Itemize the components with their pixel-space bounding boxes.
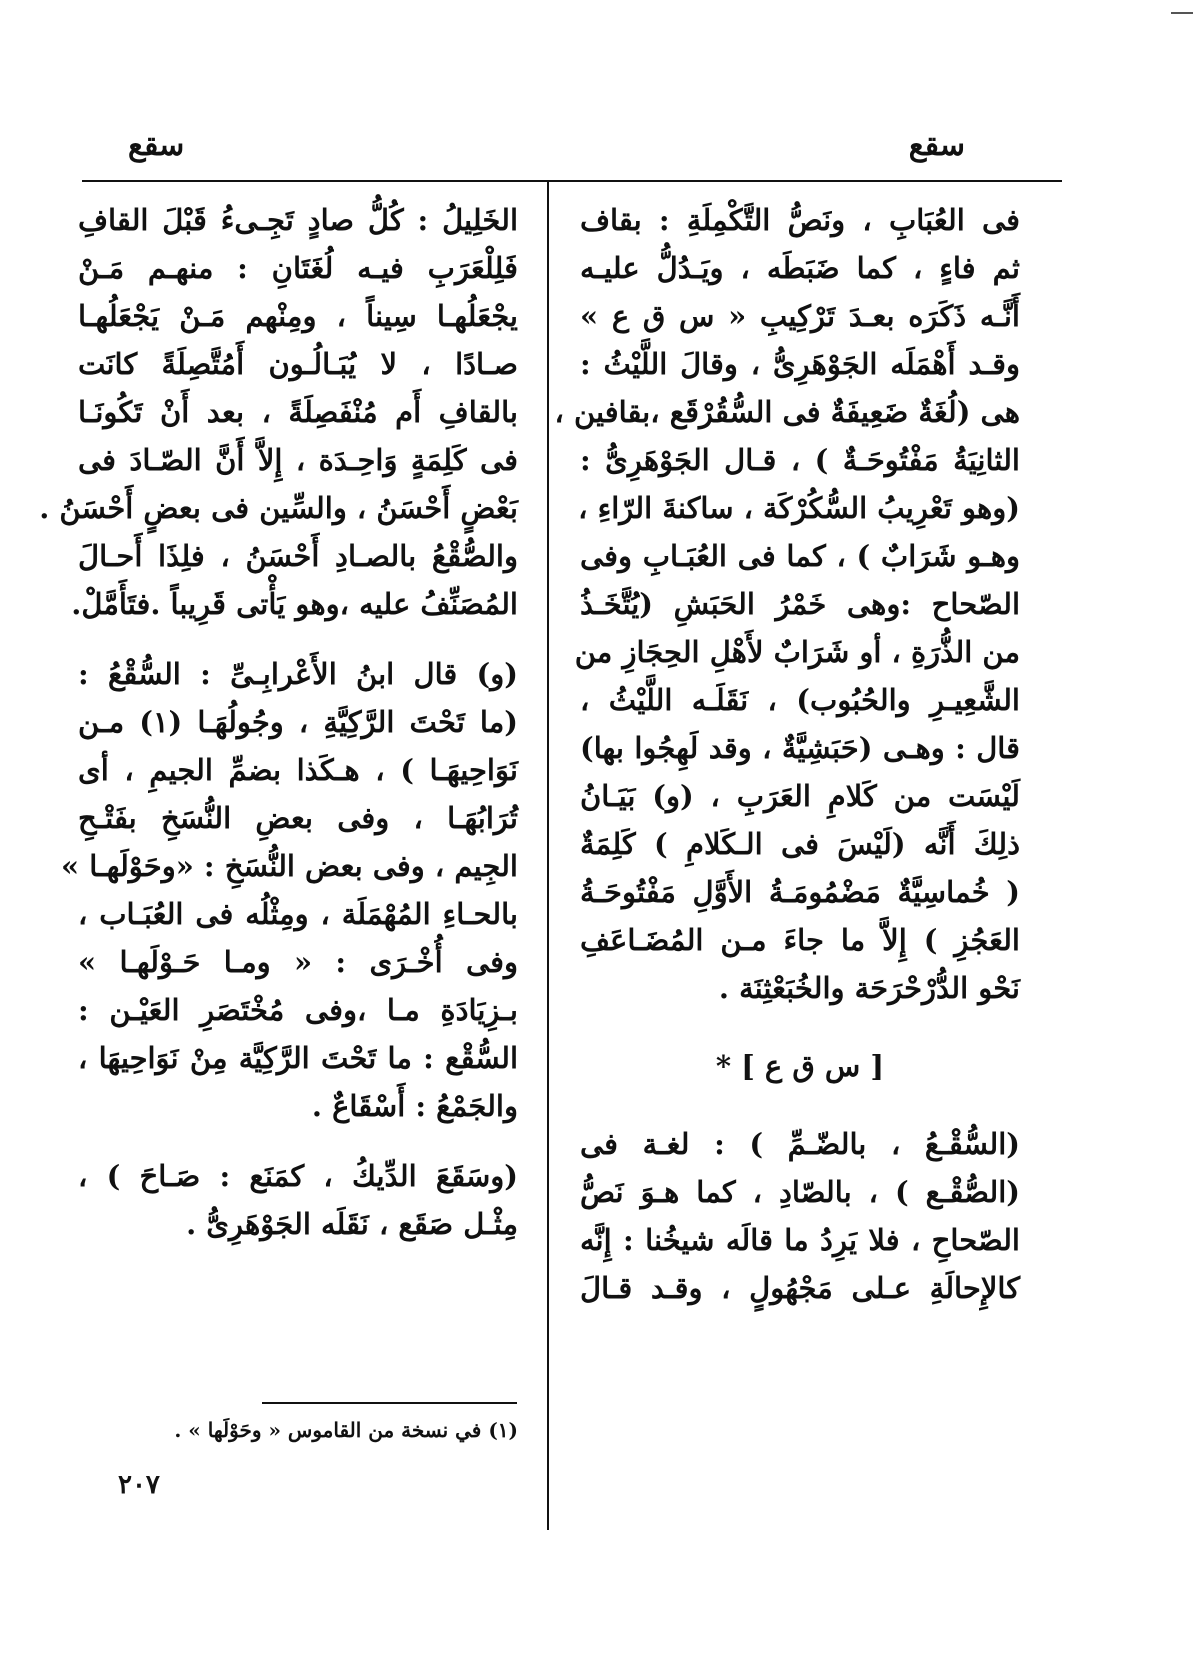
- text-line: صـادًا ، لا يُبَـالُـون أَمُتَّصِلَةً كانَت: [78, 347, 518, 381]
- text-line: قال : وهـى (حَبَشِيَّةٌ ، وقد لَهِجُوا بها): [580, 731, 1020, 765]
- text-line: أَنَّـه ذَكَرَه بعـدَ تَرْكِيبِ « س ق ع »: [580, 299, 1020, 333]
- text-line: مِثْـل صَقَع ، نَقَلَه الجَوْهَرِىُّ .: [186, 1207, 518, 1241]
- header-rule: [82, 180, 1062, 182]
- text-line: (و) قال ابنُ الأَعْرابِـىِّ : السُّقْعُ :: [78, 657, 518, 691]
- text-line: يجْعَلُهـا سِيناً ، ومِنْهم مَـنْ يَجْعَلُهـا: [78, 299, 518, 333]
- text-line: المُصَنِّفُ عليه ،وهو يَأْتى قَرِيباً .فتَأَمَّلْ.: [71, 587, 518, 621]
- text-line: الجِيم ، وفى بعض النُّسَخِ : «وحَوْلَهـا »: [61, 849, 518, 883]
- text-line: من الذُّرَةِ ، أو شَرَابٌ لأَهْلِ الحِجَازِ من: [574, 635, 1020, 669]
- text-line: (الصُّقْـع ) ، بالصّادِ ، كما هـوَ نَصُّ: [580, 1175, 1020, 1209]
- text-line: الصّحاحِ ، فلا يَرِدُ ما قالَه شيخُنا : إِنَّه: [580, 1223, 1020, 1257]
- footnote: (١) في نسخة من القاموس « وحَوْلَها » .: [174, 1418, 518, 1442]
- text-line: الخَلِيلُ : كُلُّ صادٍ تَجِـىءُ قَبْلَ القافِ: [78, 203, 518, 237]
- text-line: (السُّقْـعُ ، بالضّـمِّ ) : لغـة فى: [580, 1127, 1020, 1161]
- text-line: تُرَابُهَـا ، وفى بعضِ النُّسَخِ بفَتْـحِ: [78, 801, 518, 835]
- text-line: نَوَاحِيهَـا ) ، هـكَذا بضمِّ الجيمِ ، أى: [78, 753, 518, 787]
- text-line: العَجُزِ ) إِلاَّ ما جاءَ مـن المُضَـاعَفِ: [580, 923, 1020, 957]
- text-line: بالقافِ أَم مُنْفَصِلَةً ، بعد أَنْ تَكُونَـا: [78, 395, 518, 429]
- text-line: (وهو تَعْرِيبُ السُّكُرْكَة ، ساكنةَ الرّاءِ ،: [578, 491, 1020, 525]
- text-line: ( خُماسِيَّةٌ مَضْمُومَـةُ الأَوَّلِ مَفْتُوحَـةُ: [580, 875, 1020, 909]
- page-corner-mark: [1171, 12, 1193, 14]
- column-divider: [547, 182, 549, 1530]
- text-line: فى كَلِمَةٍ وَاحِـدَة ، إِلاَّ أَنَّ الصّـادَ فى: [78, 443, 518, 477]
- text-line: السُّقْع : ما تَحْتَ الرَّكِيَّة مِنْ نَوَاحِيهَا ،: [78, 1041, 518, 1075]
- text-line: لَيْسَت من كَلامِ العَرَبِ ، (و) بَيَـانُ: [580, 779, 1020, 813]
- text-line: والصُّقْعُ بالصـادِ أَحْسَنُ ، فلِذَا أَحـالَ: [78, 539, 518, 573]
- left-paragraph-1: [39, 196, 518, 628]
- text-line: (وسَقَعَ الدِّيكُ ، كمَنَع : صَـاحَ ) ،: [78, 1159, 518, 1193]
- header-word-left: سقع: [128, 128, 185, 163]
- footnote-rule: [262, 1402, 517, 1404]
- text-line: ثم فاءٍ ، كما ضَبَطَه ، ويَـدُلُّ عليـه: [580, 251, 1020, 285]
- text-line: كالإِحالَةِ عـلى مَجْهُولٍ ، وقـد قـالَ: [580, 1271, 1020, 1305]
- text-line: هى (لُغَةٌ ضَعِيفَةٌ فى السُّقُرْقَع ،بقافين ،: [554, 395, 1020, 429]
- left-column: [39, 196, 518, 1270]
- text-line: (ما تَحْتَ الرَّكِيَّةِ ، وجُولُهَـا (١) مـن: [78, 705, 518, 739]
- left-paragraph-3: [78, 1152, 518, 1248]
- text-line: بالحـاءِ المُهْمَلَة ، ومِثْلُه فى العُبَـاب ،: [78, 897, 518, 931]
- text-line: وقـد أَهْمَلَه الجَوْهَرِىُّ ، وقالَ اللَّيْثُ :: [580, 347, 1020, 381]
- text-line: بـزِيَادَةِ مـا ،وفى مُخْتَصَرِ العَيْـن :: [78, 993, 518, 1027]
- left-paragraph-2: [61, 650, 518, 1130]
- right-column: [554, 196, 1020, 1334]
- page-number: ٢٠٧: [118, 1470, 160, 1500]
- text-line: الصّحاح :وهى خَمْرُ الحَبَشِ (يُتَّخَـذُ: [580, 587, 1020, 621]
- right-paragraph-1: [554, 196, 1020, 1012]
- text-line: ذلِكَ أَنَّه (لَيْسَ فى الـكَلامِ ) كَلِمَةٌ: [580, 827, 1020, 861]
- text-line: فَلِلْعَرَبِ فيـه لُغَتَانِ : منهـم مَـنْ: [78, 251, 518, 285]
- text-line: الشَّعِيـرِ والحُبُوب) ، نَقَلَـه اللَّيْثُ ،: [580, 683, 1020, 717]
- entry-heading: [ س ق ع ] *: [715, 1049, 885, 1083]
- text-line: الثانِيَةُ مَفْتُوحَـةٌ ) ، قـال الجَوْهَرِىُّ :: [580, 443, 1020, 477]
- header-word-right: سقع: [908, 128, 965, 163]
- text-line: نَحْو الدُّرْحْرَحَة والخُبَعْثِنَة .: [718, 971, 1020, 1005]
- text-line: فى العُبَابِ ، ونَصُّ التَّكْمِلَةِ : بقاف: [580, 203, 1020, 237]
- text-line: والجَمْعُ : أَسْقَاعٌ .: [311, 1089, 518, 1123]
- right-paragraph-2: [580, 1120, 1020, 1312]
- text-line: بَعْضٍ أَحْسَنُ ، والسِّين فى بعضٍ أَحْسَنُ .: [39, 491, 518, 525]
- text-line: وهـو شَرَابٌ ) ، كما فى العُبَـابِ وفى: [580, 539, 1020, 573]
- text-line: وفى أُخْـرَى : « ومـا حَـوْلَهـا »: [78, 945, 518, 979]
